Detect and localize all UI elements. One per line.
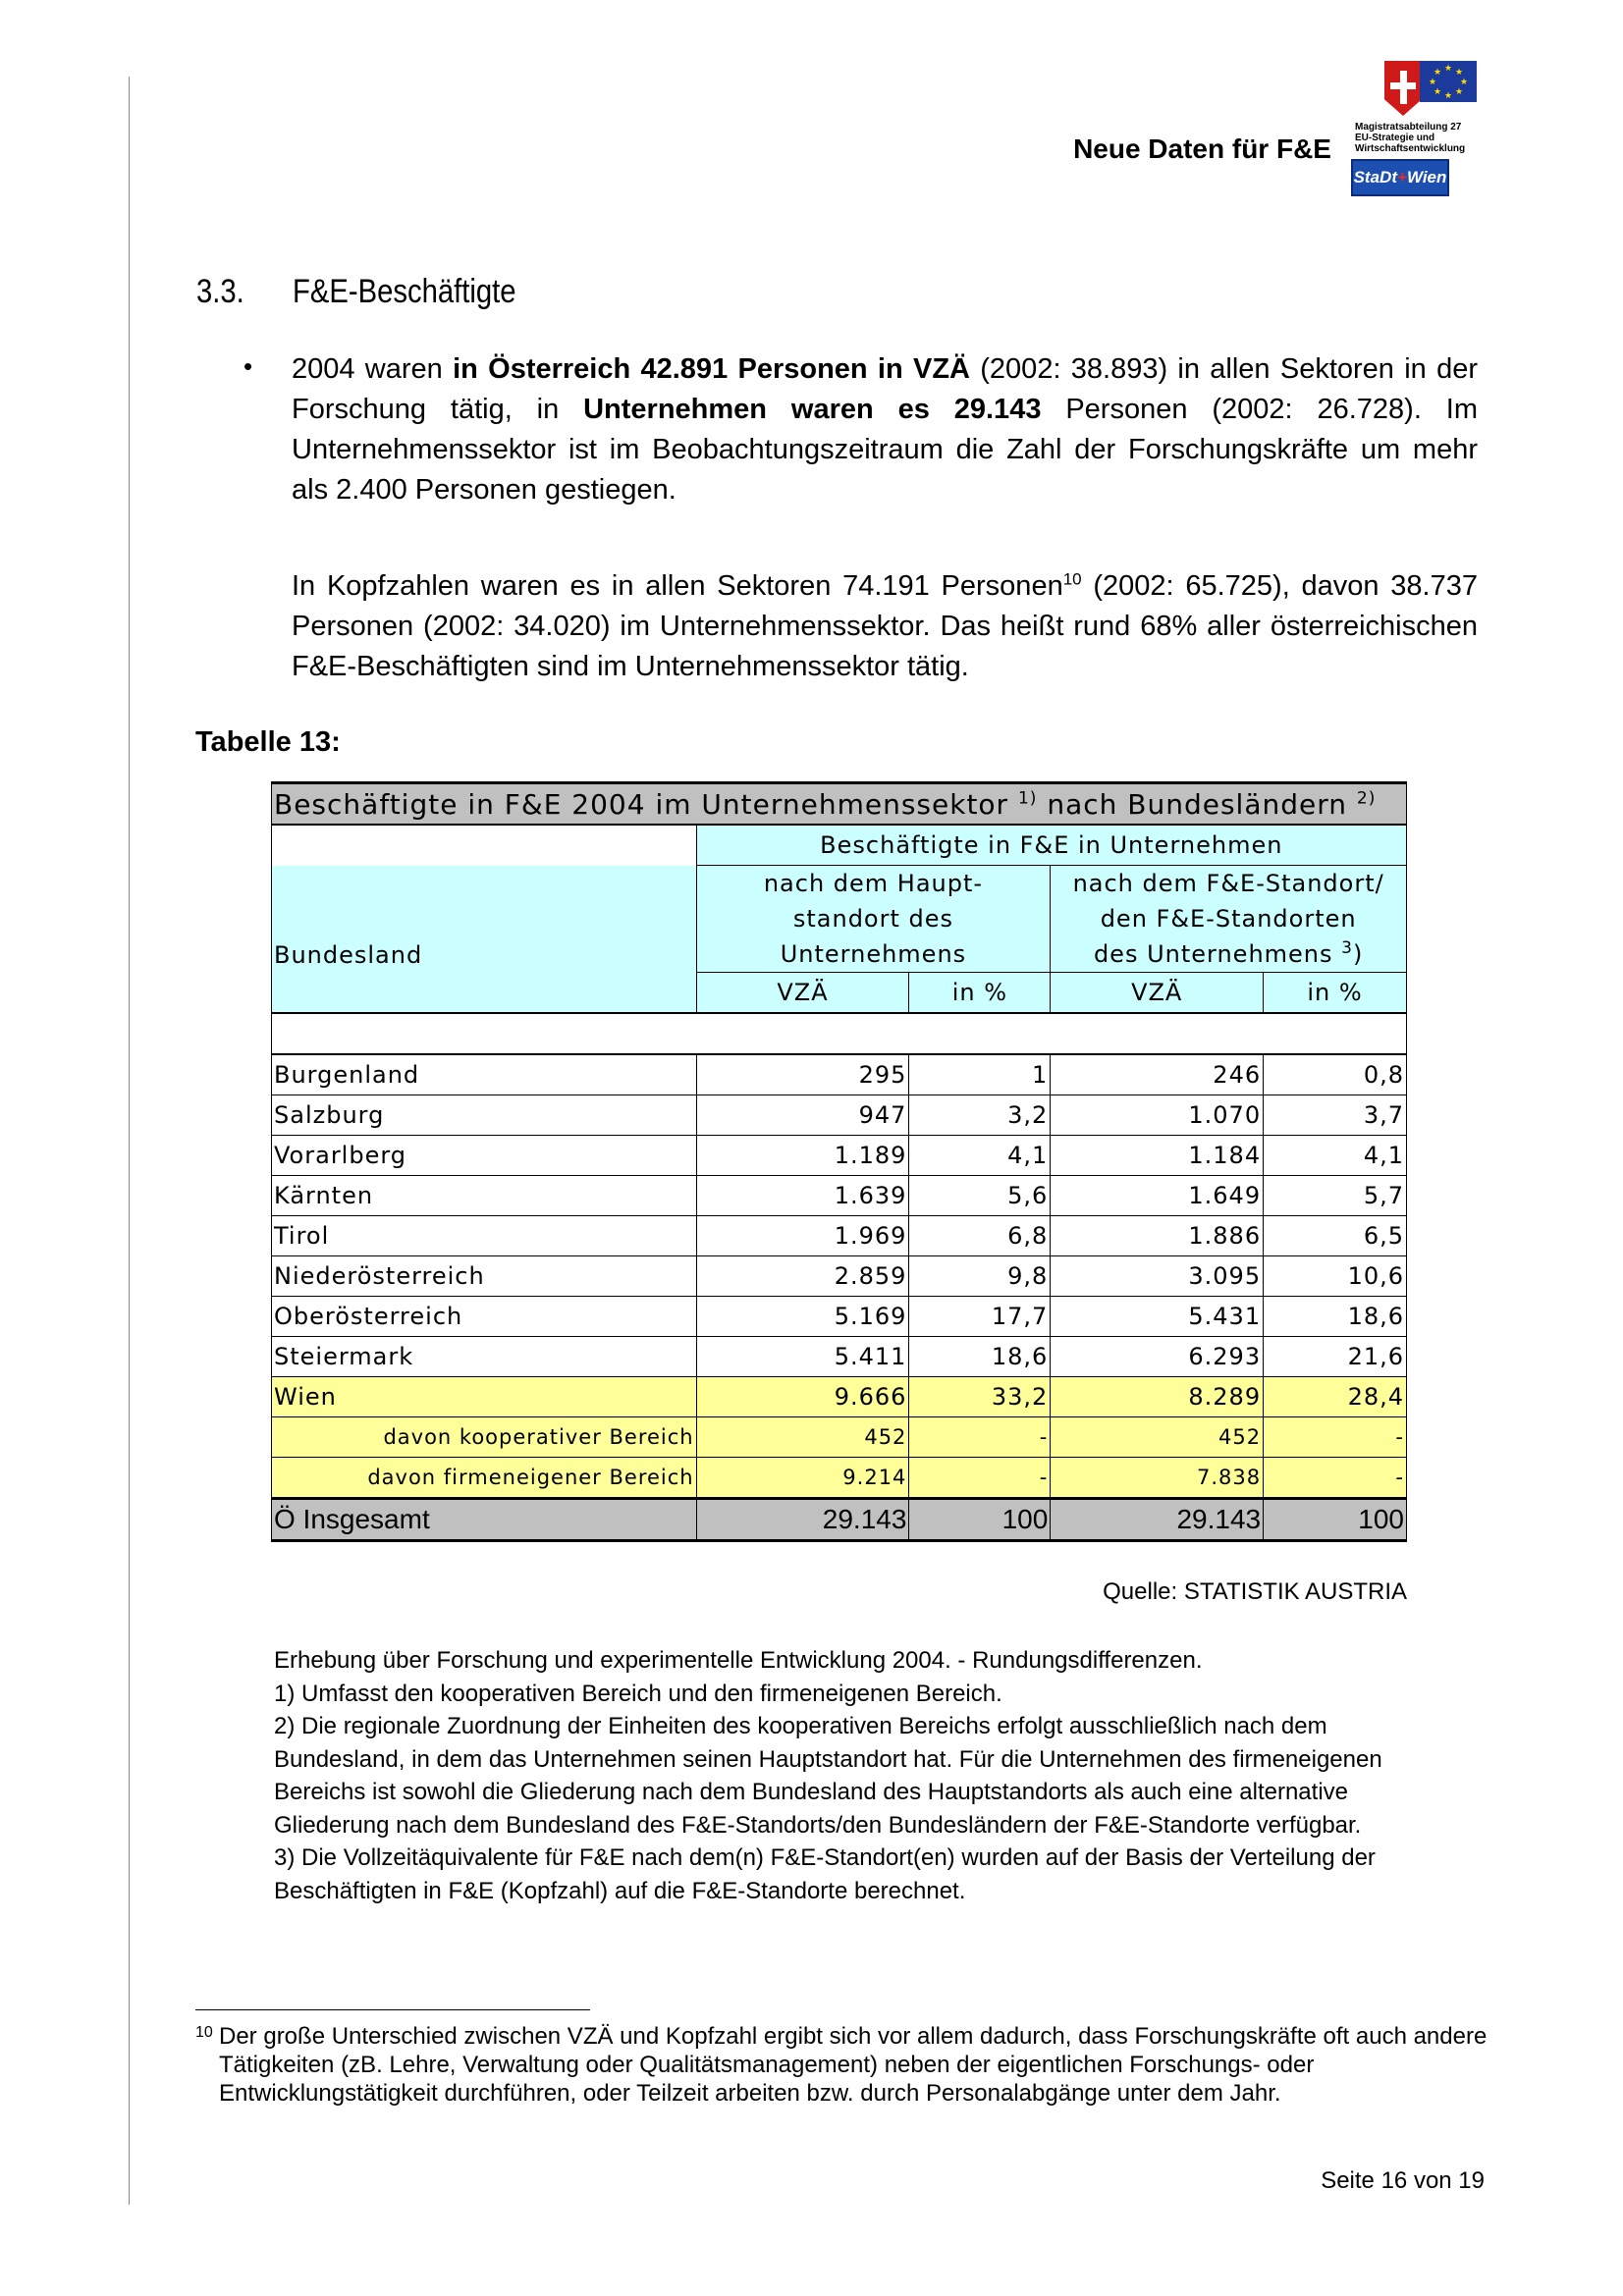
vza-fe-standort: 29.143 (1051, 1499, 1264, 1541)
table-row (272, 1176, 1407, 1216)
pct-fe-standort: 28,4 (1264, 1377, 1407, 1417)
table-row-wien (272, 1377, 1407, 1417)
pct-fe-standort: 0,8 (1264, 1054, 1407, 1095)
pct-hauptstandort: 1 (909, 1054, 1051, 1095)
header-title: Neue Daten für F&E (1073, 133, 1331, 164)
footnote (195, 2022, 1491, 2108)
vza-hauptstandort: 1.969 (696, 1216, 909, 1256)
vza-fe-standort: 5.431 (1051, 1297, 1264, 1337)
table-title: Beschäftigte in F&E 2004 im Unternehmenssektor $^{1)}$ nach Bundesländern $^{2)}$ (272, 783, 1407, 826)
pct-fe-standort: - (1264, 1417, 1407, 1458)
vza-fe-standort: 3.095 (1051, 1256, 1264, 1297)
col1-header-line2: standort des (696, 901, 1051, 936)
group-header: Beschäftigte in F&E in Unternehmen (696, 825, 1406, 866)
pct-hauptstandort: 18,6 (909, 1337, 1051, 1377)
table-row (272, 1216, 1407, 1256)
table-row-total (272, 1499, 1407, 1541)
col1-header-line3: Unternehmens (696, 936, 1051, 973)
footnote-text: Der große Unterschied zwischen VZÄ und Kopfzahl ergibt sich vor allem dadurch, dass Forschungskräfte oft auch andere Tätigkeiten (zB. Lehre, Verwaltung oder Qualitätsmanagement) neben der eigentlichen Forschungs- oder Entwicklungstätigkeit durchführen, oder Teilzeit arbeiten bzw. durch Personalabgänge unter dem Jahr. (219, 2023, 1488, 2107)
pct-fe-standort: 18,6 (1264, 1297, 1407, 1337)
table-row-sub (272, 1458, 1407, 1499)
table-row (272, 1095, 1407, 1136)
pct-hauptstandort: 17,7 (909, 1297, 1051, 1337)
pct-fe-standort: 4,1 (1264, 1136, 1407, 1176)
state-name: Burgenland (272, 1054, 697, 1095)
vza-fe-standort: 246 (1051, 1054, 1264, 1095)
col2-header-line3: des Unternehmens $^3$) (1051, 936, 1407, 973)
pct-fe-standort: 21,6 (1264, 1337, 1407, 1377)
table-label: Tabelle 13: (195, 726, 341, 758)
pct-hauptstandort: 3,2 (909, 1095, 1051, 1136)
data-table (271, 781, 1407, 1542)
table-row (272, 1136, 1407, 1176)
sub-category-name: davon firmeneigener Bereich (272, 1458, 697, 1499)
state-name: Tirol (272, 1216, 697, 1256)
section-title: F&E-Beschäftigte (293, 273, 516, 310)
state-name: Vorarlberg (272, 1136, 697, 1176)
pct-hauptstandort: 6,8 (909, 1216, 1051, 1256)
paragraph-2: In Kopfzahlen waren es in allen Sektoren 74.191 Personen$^{10}$ (2002: 65.725), davon 38.737 Personen (2002: 34.020) im Unternehmenssektor. Das heißt rund 68% aller österreichischen F&E-Beschäftigten sind im Unternehmenssektor tätig. (292, 569, 1478, 682)
vza-hauptstandort: 1.639 (696, 1176, 909, 1216)
pct-fe-standort: 100 (1264, 1499, 1407, 1541)
logo-line-3: Wirtschaftsentwicklung (1355, 143, 1466, 154)
total-label: Ö Insgesamt (272, 1499, 697, 1541)
note-0: Erhebung über Forschung und experimentelle Entwicklung 2004. - Rundungsdifferenzen. (274, 1647, 1203, 1674)
vza-fe-standort: 1.649 (1051, 1176, 1264, 1216)
state-name: Salzburg (272, 1095, 697, 1136)
state-name: Kärnten (272, 1176, 697, 1216)
pct-fe-standort: 6,5 (1264, 1216, 1407, 1256)
vza-hauptstandort: 452 (696, 1417, 909, 1458)
pct-hauptstandort: - (909, 1458, 1051, 1499)
vza-fe-standort: 1.070 (1051, 1095, 1264, 1136)
pct-fe-standort: 5,7 (1264, 1176, 1407, 1216)
margin-line (129, 77, 130, 2205)
vza-hauptstandort: 295 (696, 1054, 909, 1095)
vza-fe-standort: 452 (1051, 1417, 1264, 1458)
pct-hauptstandort: 33,2 (909, 1377, 1051, 1417)
vza-fe-standort: 1.184 (1051, 1136, 1264, 1176)
state-name: Oberösterreich (272, 1297, 697, 1337)
section-number: 3.3. (196, 273, 244, 310)
vza-hauptstandort: 1.189 (696, 1136, 909, 1176)
stadt-wien-badge: StaDt+Wien (1351, 159, 1449, 196)
pct-fe-standort: 10,6 (1264, 1256, 1407, 1297)
footnote-separator (195, 2009, 590, 2010)
vza-fe-standort: 7.838 (1051, 1458, 1264, 1499)
sub-header-pct-1: in % (909, 973, 1051, 1014)
empty-corner (272, 825, 697, 866)
vza-fe-standort: 8.289 (1051, 1377, 1264, 1417)
col1-header-line1: nach dem Haupt- (696, 866, 1051, 902)
pct-hauptstandort: - (909, 1417, 1051, 1458)
table-row (272, 1337, 1407, 1377)
footnote-number: 10 (195, 2024, 213, 2041)
table-row (272, 1256, 1407, 1297)
vza-hauptstandort: 9.214 (696, 1458, 909, 1499)
sub-header-pct-2: in % (1264, 973, 1407, 1014)
logo-line-2: EU-Strategie und (1355, 133, 1435, 143)
table-title-row (272, 783, 1407, 826)
logo-line-1: Magistratsabteilung 27 (1355, 122, 1462, 133)
state-name: Niederösterreich (272, 1256, 697, 1297)
col2-header-line1: nach dem F&E-Standort/ (1051, 866, 1407, 902)
vza-hauptstandort: 5.411 (696, 1337, 909, 1377)
row-header: Bundesland (272, 866, 697, 973)
state-name: Steiermark (272, 1337, 697, 1377)
pct-hauptstandort: 4,1 (909, 1136, 1051, 1176)
stadt-wien-logo (1345, 57, 1490, 196)
page-number: Seite 16 von 19 (1321, 2167, 1485, 2194)
pct-hauptstandort: 5,6 (909, 1176, 1051, 1216)
sub-header-vza-1: VZÄ (696, 973, 909, 1014)
note-2: 2) Die regionale Zuordnung der Einheiten des kooperativen Bereichs erfolgt ausschließlich nach dem Bundesland, in dem das Unternehmen seinen Hauptstandort hat. Für die Unternehmen des firmeneigenen Bereichs ist sowohl die Gliederung nach dem Bundesland des Hauptstandorts als auch eine alternative Gliederung nach dem Bundesland des F&E-Standorts/den Bundesländern der F&E-Standorte verfügbar. (274, 1713, 1382, 1839)
eu-flag-icon: ★ ★ ★ ★ ★ ★ ★ ★ (1420, 61, 1477, 102)
vienna-shield-icon (1384, 61, 1422, 116)
vza-hauptstandort: 9.666 (696, 1377, 909, 1417)
pct-hauptstandort: 100 (909, 1499, 1051, 1541)
bullet-icon: • (243, 351, 253, 381)
table-source: Quelle: STATISTIK AUSTRIA (1103, 1578, 1407, 1605)
vza-fe-standort: 1.886 (1051, 1216, 1264, 1256)
note-1: 1) Umfasst den kooperativen Bereich und den firmeneigenen Bereich. (274, 1680, 1002, 1707)
vza-hauptstandort: 5.169 (696, 1297, 909, 1337)
sub-header-vza-2: VZÄ (1051, 973, 1264, 1014)
table-row (272, 1054, 1407, 1095)
table-row (272, 1297, 1407, 1337)
state-name: Wien (272, 1377, 697, 1417)
vza-hauptstandort: 2.859 (696, 1256, 909, 1297)
pct-fe-standort: 3,7 (1264, 1095, 1407, 1136)
pct-hauptstandort: 9,8 (909, 1256, 1051, 1297)
vza-fe-standort: 6.293 (1051, 1337, 1264, 1377)
pct-fe-standort: - (1264, 1458, 1407, 1499)
note-3: 3) Die Vollzeitäquivalente für F&E nach dem(n) F&E-Standort(en) wurden auf der Basis der Verteilung der Beschäftigten in F&E (Kopfzahl) auf die F&E-Standorte berechnet. (274, 1844, 1376, 1904)
table-row-sub (272, 1417, 1407, 1458)
vza-hauptstandort: 947 (696, 1095, 909, 1136)
paragraph-1: 2004 waren in Österreich 42.891 Personen in VZÄ (2002: 38.893) in allen Sektoren in der Forschung tätig, in Unternehmen waren es 29.143 Personen (2002: 26.728). Im Unternehmenssektor ist im Beobachtungszeitraum die Zahl der Forschungskräfte um mehr als 2.400 Personen gestiegen. (292, 353, 1478, 506)
vza-hauptstandort: 29.143 (696, 1499, 909, 1541)
table-notes (274, 1644, 1413, 1907)
sub-category-name: davon kooperativer Bereich (272, 1417, 697, 1458)
col2-header-line2: den F&E-Standorten (1051, 901, 1407, 936)
